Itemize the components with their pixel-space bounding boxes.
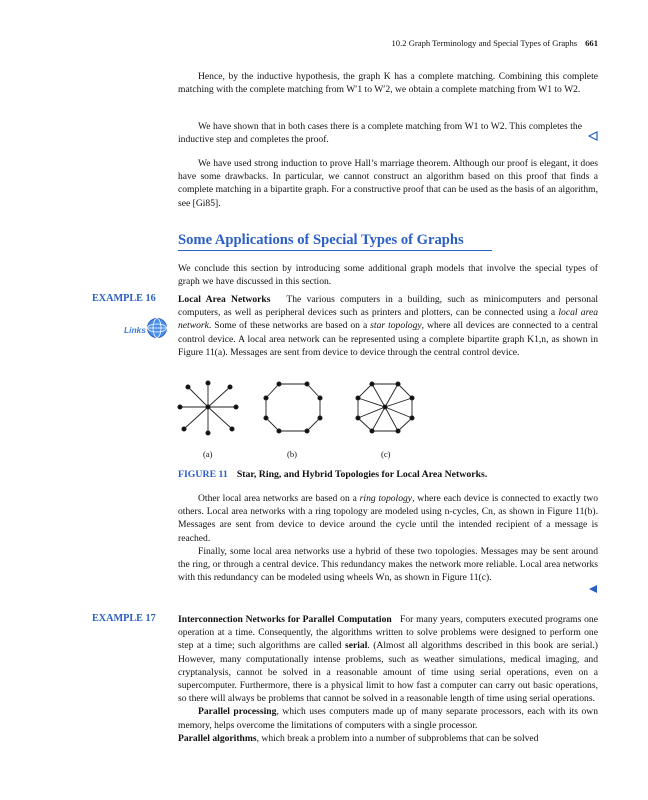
ring-para-text-1: Other local area networks are based on a bbox=[198, 493, 360, 504]
term-serial: serial bbox=[344, 640, 368, 652]
proof-para-3-text: We have used strong induction to prove Hall’s marriage theorem. Although our proof is elegant, it does have some drawbacks. In particular, we cannot construct an algorithm based on this proof that finds a complete matching in a bipartite graph. For a constructive proof that can be used as the basis of an algorithm, see [Gi85]. bbox=[178, 158, 598, 209]
example-16-text-2: . Some of these networks are based on a bbox=[208, 320, 371, 332]
hybrid-topology-paragraph bbox=[178, 545, 598, 585]
figure-sublabel-c: (c) bbox=[381, 449, 391, 459]
term-parallel-algorithms: Parallel algorithms bbox=[178, 732, 257, 744]
figure-number: FIGURE 11 bbox=[178, 469, 228, 480]
proof-para-1-text: Hence, by the inductive hypothesis, the graph K has a complete matching. Combining this complete matching with the complete matching from W′1 to W′2, we obtain a complete matching from W1 to W2. bbox=[178, 71, 598, 96]
globe-mouse-icon bbox=[146, 317, 168, 339]
term-local-area-network: local area network bbox=[178, 307, 598, 332]
term-ring-topology: ring topology bbox=[359, 493, 413, 504]
example-16-text-1: The various computers in a building, such as minicomputers and personal computers, as well as peripheral devices such as printers and plotters, can be connected using a bbox=[178, 294, 599, 319]
section-intro-text: We conclude this section by introducing some additional graph models that involve the special types of graph we have discussed in this section. bbox=[178, 263, 598, 288]
end-of-proof-icon bbox=[588, 131, 598, 141]
figure-sublabel-a: (a) bbox=[203, 449, 213, 459]
example-17-text-1: For many years, computers executed programs one operation at a time. Consequently, the algorithms written to solve problems were designed to perform one step at a time; such algorithms are called bbox=[178, 614, 598, 652]
links-label: Links bbox=[124, 325, 146, 335]
end-of-example-icon bbox=[588, 584, 598, 594]
ring-para-text-2: , where each device is connected to exactly two others. Local area networks with a ring topology are modeled using n-cycles, Cn, as shown in Figure 11(b). Messages are sent from device to device around the cycle until the intended recipient of a message is reached. bbox=[178, 493, 598, 544]
term-parallel-processing: Parallel processing bbox=[198, 706, 277, 718]
parallel-processing-text: , which uses computers made up of many separate processors, each with its own memory, helps overcome the limitations of computers with a single processor. bbox=[178, 706, 598, 731]
running-head-title: 10.2 Graph Terminology and Special Types of Graphs bbox=[391, 38, 578, 48]
figure-sublabel-b: (b) bbox=[287, 449, 298, 459]
hybrid-topology-graph bbox=[356, 382, 414, 433]
example-16-body bbox=[178, 293, 598, 359]
figure-caption bbox=[178, 469, 487, 480]
parallel-algorithms-text: , which break a problem into a number of subproblems that can be solved bbox=[256, 732, 539, 744]
ring-topology-graph bbox=[264, 382, 322, 433]
running-head bbox=[392, 38, 599, 48]
example-17-body bbox=[178, 613, 598, 745]
example-17-title: Interconnection Networks for Parallel Computation bbox=[178, 614, 392, 625]
example-16-label: EXAMPLE 16 bbox=[92, 293, 156, 304]
proof-para-2-text: We have shown that in both cases there is a complete matching from W1 to W2. This completes the inductive step and completes the proof. bbox=[178, 121, 582, 146]
section-intro bbox=[178, 262, 598, 288]
example-17-label: EXAMPLE 17 bbox=[92, 613, 156, 624]
proof-paragraph-2 bbox=[178, 120, 598, 146]
example-16-title: Local Area Networks bbox=[178, 294, 271, 305]
figure-11-graphs bbox=[172, 376, 472, 468]
section-heading: Some Applications of Special Types of Graphs bbox=[178, 232, 492, 251]
links-badge[interactable] bbox=[124, 317, 168, 341]
hybrid-para-text: Finally, some local area networks use a hybrid of these two topologies. Messages may be sent around the ring, or through a central device. This redundancy makes the network more reliable. Local area networks with this redundancy can be modeled using wheels Wn, as shown in Figure 11(c). bbox=[178, 546, 598, 584]
term-star-topology: star topology bbox=[370, 320, 422, 332]
proof-paragraph-3 bbox=[178, 157, 598, 210]
star-topology-graph bbox=[178, 381, 238, 435]
proof-paragraph-1 bbox=[178, 70, 598, 96]
ring-topology-paragraph bbox=[178, 492, 598, 545]
example-17-text-2: . (Almost all algorithms described in this book are serial.) However, many computationally intense problems, such as weather simulations, medical imaging, and cryptanalysis, cannot be solved in a reasonable amount of time using serial operations, even on a supercomputer. Furthermore, there is a physical limit to how fast a computer can carry out basic operations, so there will always be problems that cannot be solved in a reasonable length of time using serial operations. bbox=[178, 640, 599, 705]
example-16-text-3: , where all devices are connected to a central control device. A local area network can be represented using a complete bipartite graph K1,n, as shown in Figure 11(a). Messages are sent from device to device through the central control device. bbox=[178, 320, 599, 358]
figure-caption-text: Star, Ring, and Hybrid Topologies for Local Area Networks. bbox=[236, 469, 488, 480]
page-number: 661 bbox=[585, 38, 598, 48]
